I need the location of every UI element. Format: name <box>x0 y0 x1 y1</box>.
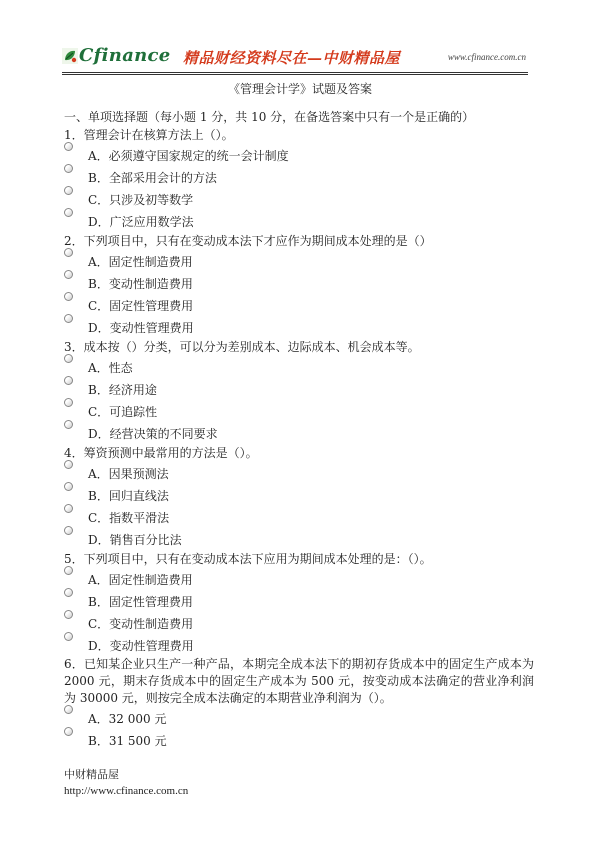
option-label: D．广泛应用数学法 <box>88 215 194 229</box>
option-label: D．变动性管理费用 <box>88 639 194 653</box>
option-row[interactable] <box>64 400 534 422</box>
radio-button[interactable] <box>64 270 73 279</box>
option-row[interactable] <box>64 166 534 188</box>
radio-button[interactable] <box>64 186 73 195</box>
option-row[interactable] <box>64 729 534 751</box>
page-header <box>62 46 524 70</box>
header-url[interactable]: www.cfinance.com.cn <box>447 52 526 62</box>
option-label: B．变动性制造费用 <box>88 277 193 291</box>
radio-button[interactable] <box>64 248 73 257</box>
question-stem: 3．成本按（）分类，可以分为差别成本、边际成本、机会成本等。 <box>64 340 420 354</box>
option-label: D．变动性管理费用 <box>88 321 194 335</box>
option-row[interactable] <box>64 356 534 378</box>
option-row[interactable] <box>64 144 534 166</box>
option-row[interactable] <box>64 612 534 634</box>
option-label: B．回归直线法 <box>88 489 169 503</box>
option-label: B．经济用途 <box>88 383 157 397</box>
radio-button[interactable] <box>64 208 73 217</box>
radio-button[interactable] <box>64 504 73 513</box>
option-label: B．全部采用会计的方法 <box>88 171 217 185</box>
option-label: C．固定性管理费用 <box>88 299 194 313</box>
option-label: A．固定性制造费用 <box>88 573 193 587</box>
option-label: A．因果预测法 <box>88 467 169 481</box>
radio-button[interactable] <box>64 376 73 385</box>
option-label: D．销售百分比法 <box>88 533 182 547</box>
radio-button[interactable] <box>64 727 73 736</box>
radio-button[interactable] <box>64 142 73 151</box>
question-stem: 4．筹资预测中最常用的方法是（）。 <box>64 446 258 460</box>
green-leaf-logo-icon <box>62 48 78 64</box>
page-footer <box>64 766 188 800</box>
header-slogan: 精品财经资料尽在—中财精品屋 <box>183 49 401 67</box>
option-row[interactable] <box>64 422 534 444</box>
option-label: C．可追踪性 <box>88 405 158 419</box>
footer-url[interactable]: http://www.cfinance.com.cn <box>64 785 189 797</box>
option-row[interactable] <box>64 707 534 729</box>
option-row[interactable] <box>64 634 534 656</box>
question-stem: 5．下列项目中，只有在变动成本法下应用为期间成本处理的是：（）。 <box>64 552 432 566</box>
option-label: A．32 000 元 <box>88 712 167 726</box>
option-row[interactable] <box>64 272 534 294</box>
option-label: D．经营决策的不同要求 <box>88 427 218 441</box>
option-label: C．指数平滑法 <box>88 511 170 525</box>
radio-button[interactable] <box>64 610 73 619</box>
option-label: C．变动性制造费用 <box>88 617 194 631</box>
option-label: B．固定性管理费用 <box>88 595 193 609</box>
radio-button[interactable] <box>64 420 73 429</box>
option-row[interactable] <box>64 484 534 506</box>
radio-button[interactable] <box>64 164 73 173</box>
radio-button[interactable] <box>64 588 73 597</box>
option-row[interactable] <box>64 568 534 590</box>
option-label: A．固定性制造费用 <box>88 255 193 269</box>
radio-button[interactable] <box>64 566 73 575</box>
option-label: B．31 500 元 <box>88 734 167 748</box>
question-stem: 6．已知某企业只生产一种产品，本期完全成本法下的期初存货成本中的固定生产成本为 2000 元，期末存货成本中的固定生产成本为 500 元，按变动成本法确定的营业净利润为 30000 元，则按完全成本法确定的本期营业净利润为（）。 <box>64 657 534 705</box>
option-row[interactable] <box>64 506 534 528</box>
option-row[interactable] <box>64 462 534 484</box>
radio-button[interactable] <box>64 292 73 301</box>
option-label: C．只涉及初等数学 <box>88 193 194 207</box>
option-row[interactable] <box>64 590 534 612</box>
radio-button[interactable] <box>64 314 73 323</box>
option-row[interactable] <box>64 210 534 232</box>
radio-button[interactable] <box>64 526 73 535</box>
radio-button[interactable] <box>64 632 73 641</box>
footer-name: 中财精品屋 <box>64 768 119 781</box>
option-row[interactable] <box>64 188 534 210</box>
section-heading: 一、单项选择题（每小题 1 分，共 10 分，在备选答案中只有一个是正确的） <box>64 110 475 124</box>
option-label: A．性态 <box>88 361 133 375</box>
question-stem: 2．下列项目中，只有在变动成本法下才应作为期间成本处理的是（） <box>64 234 432 248</box>
brand-name: Cfinance <box>79 45 171 66</box>
radio-button[interactable] <box>64 460 73 469</box>
option-row[interactable] <box>64 378 534 400</box>
header-rule-top <box>62 72 528 73</box>
header-rule-bottom <box>62 74 528 75</box>
option-row[interactable] <box>64 316 534 338</box>
radio-button[interactable] <box>64 398 73 407</box>
option-label: A．必须遵守国家规定的统一会计制度 <box>88 149 289 163</box>
radio-button[interactable] <box>64 354 73 363</box>
document-body <box>64 108 534 751</box>
radio-button[interactable] <box>64 482 73 491</box>
document-title: 《管理会计学》试题及答案 <box>227 82 372 96</box>
option-row[interactable] <box>64 294 534 316</box>
question-stem: 1．管理会计在核算方法上（）。 <box>64 128 234 142</box>
option-row[interactable] <box>64 250 534 272</box>
radio-button[interactable] <box>64 705 73 714</box>
option-row[interactable] <box>64 528 534 550</box>
